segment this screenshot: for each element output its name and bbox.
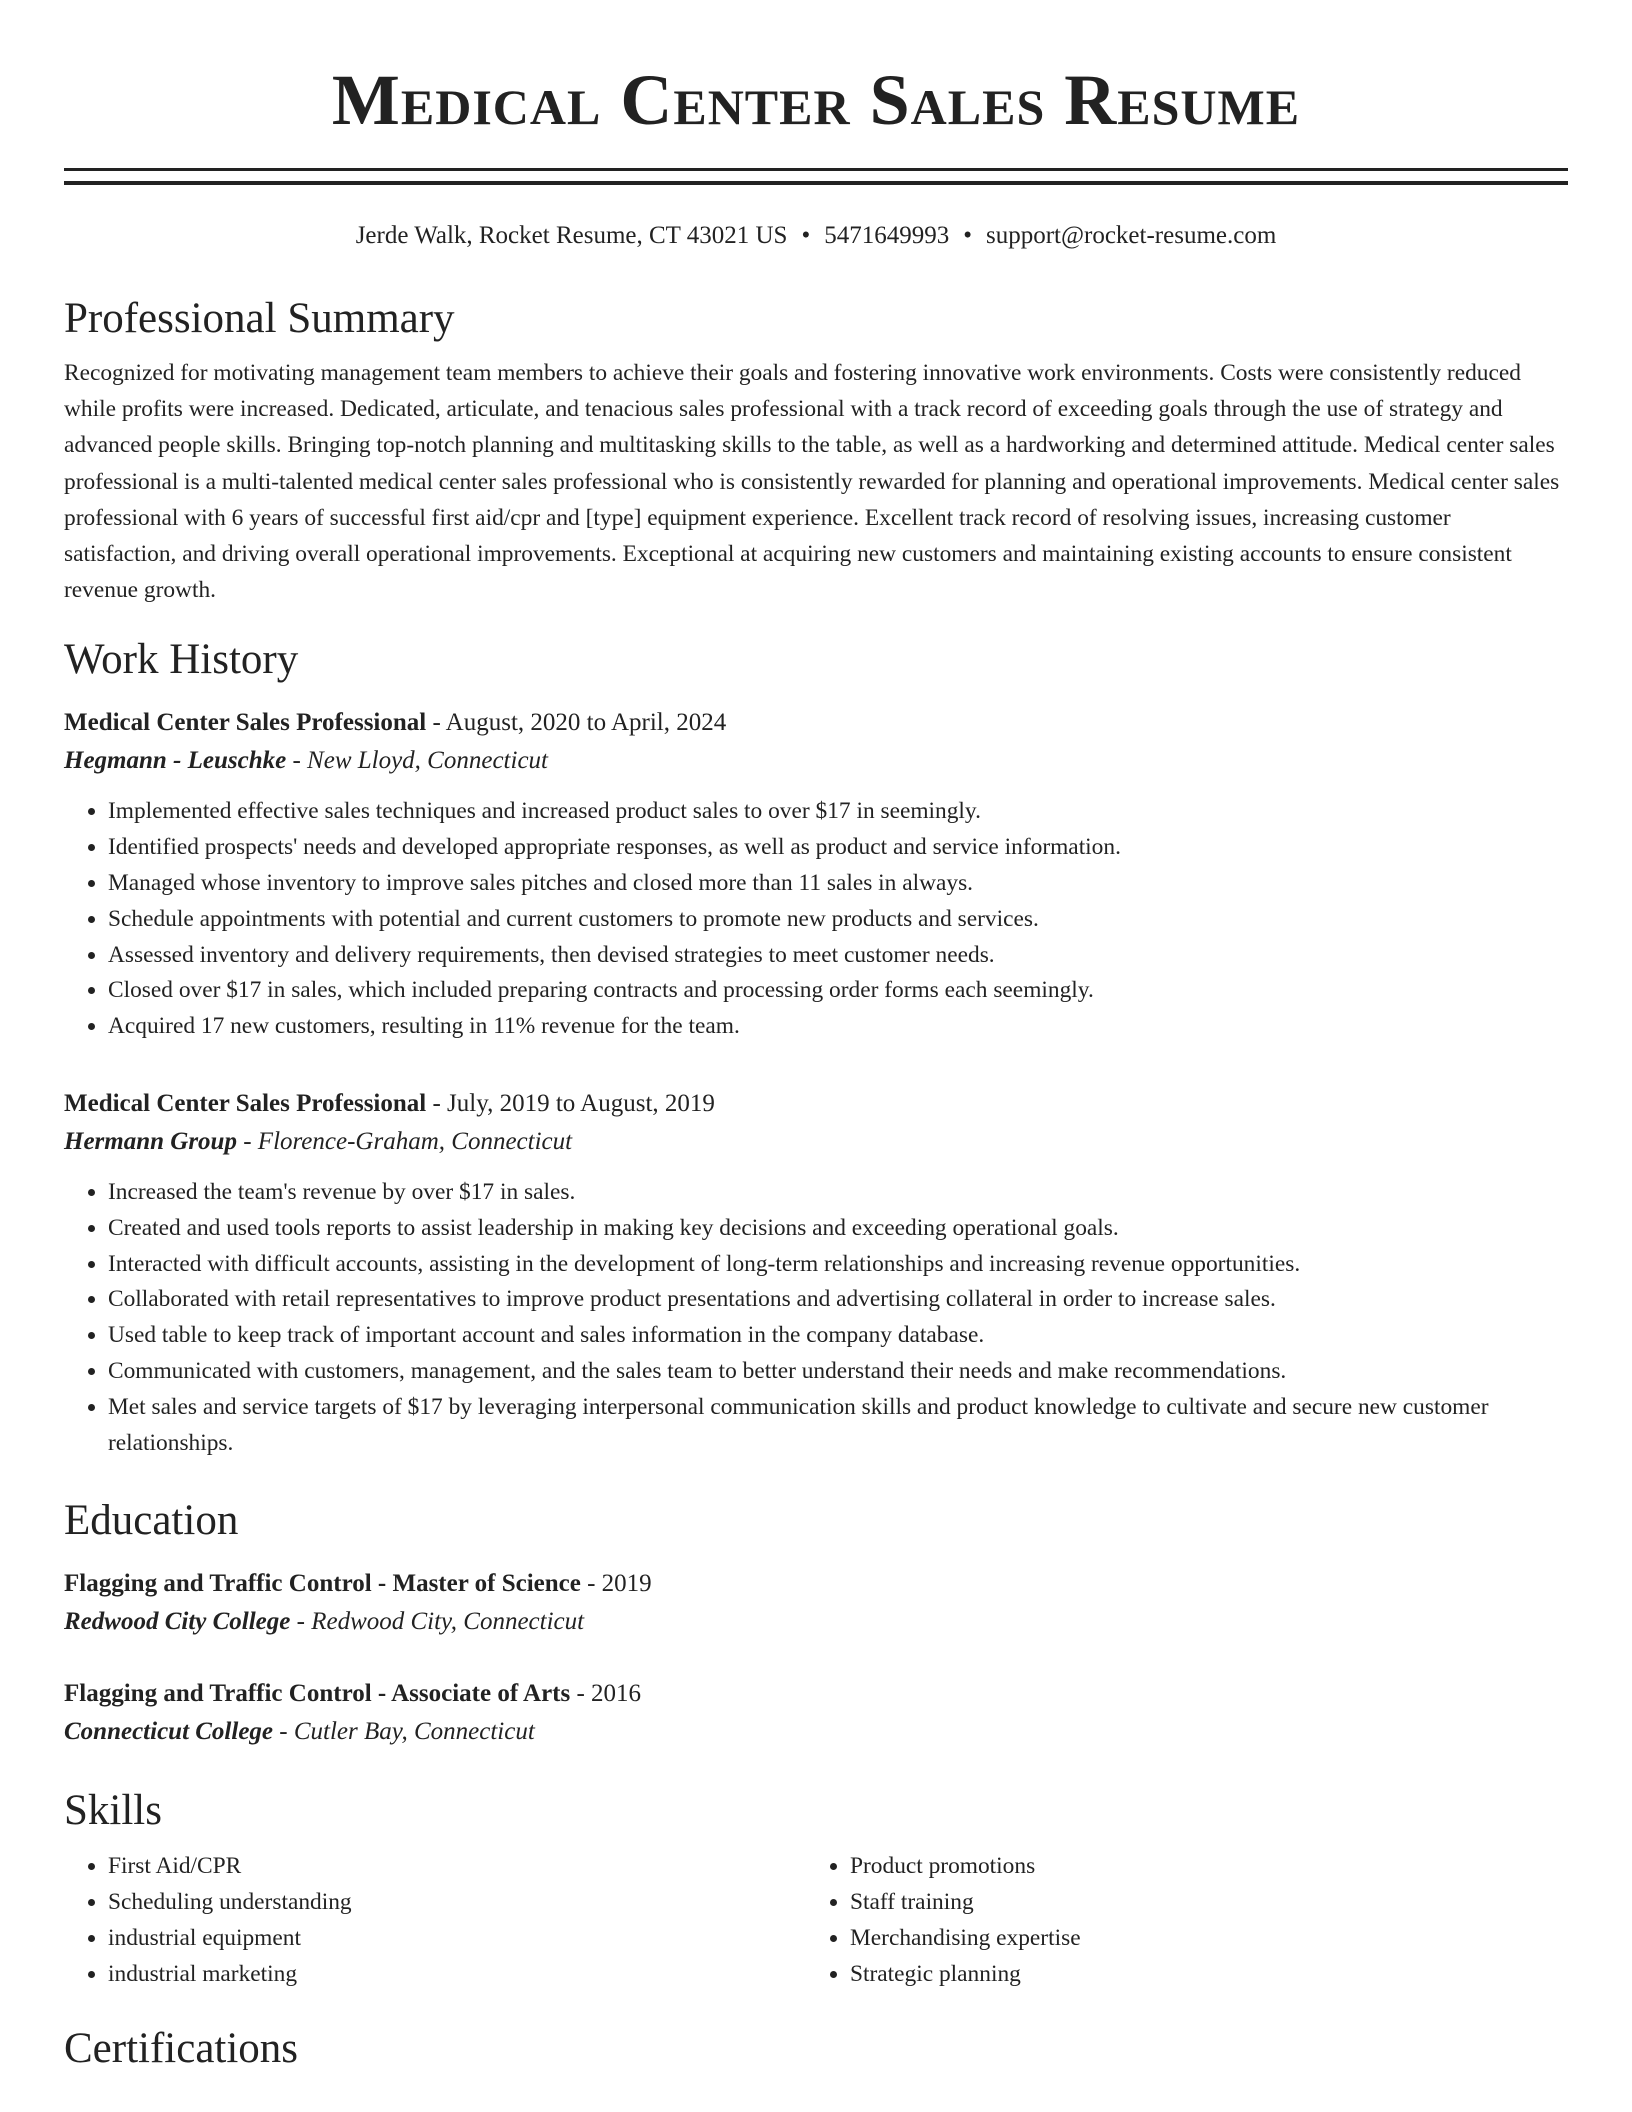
job-company: Hegmann - Leuschke: [64, 747, 287, 775]
job-dates: - July, 2019 to August, 2019: [426, 1090, 715, 1117]
list-item: • Collaborated with retail representatives to improve product presentations and advertising collateral in order to increase sales.: [108, 1282, 1568, 1318]
summary-text: Recognized for motivating management team members to achieve their goals and fostering innovative work environments. Costs were consistently reduced while profits were increased. Dedicated, articulate, and tenacious sales professional with a track record of exceeding goals through the use of strategy and advanced people skills. Bringing top-notch planning and multitasking skills to the table, as well as a hardworking and determined attitude. Medical center sales professional is a multi-talented medical center sales professional who is consistently rewarded for planning and operational improvements. Medical center sales professional with 6 years of successful first aid/cpr and [type] equipment experience. Excellent track record of resolving issues, increasing customer satisfaction, and driving overall operational improvements. Exceptional at acquiring new customers and maintaining existing accounts to ensure consistent revenue growth.: [64, 360, 1560, 604]
job-entry: [64, 1085, 1568, 1461]
list-item: • Used table to keep track of important account and sales information in the company database.: [108, 1318, 1568, 1354]
education-entry: [64, 1565, 1568, 1641]
list-item: • Met sales and service targets of $17 by leveraging interpersonal communication skills and product knowledge to cultivate and secure new customer relationships.: [108, 1390, 1568, 1462]
contact-separator: •: [801, 222, 811, 249]
title-double-rule: [64, 168, 1568, 185]
job-location: - New Lloyd, Connecticut: [286, 747, 548, 775]
certifications-heading: Certifications: [64, 2024, 299, 2072]
work-history-heading: Work History: [64, 636, 299, 684]
skills-heading: Skills: [64, 1787, 162, 1835]
job-company: Hermann Group: [64, 1128, 237, 1155]
list-item: • Identified prospects' needs and developed appropriate responses, as well as product and service information.: [108, 830, 1568, 866]
skill-item: • Scheduling understanding: [108, 1885, 806, 1921]
degree-year: - 2016: [570, 1680, 642, 1708]
degree-line: [64, 1565, 1568, 1603]
skills-column-left: [64, 1849, 806, 1992]
skill-item: • Product promotions: [850, 1849, 1548, 1885]
education-heading: Education: [64, 1497, 239, 1545]
degree-year: - 2019: [580, 1570, 652, 1598]
list-item: • Closed over $17 in sales, which included preparing contracts and processing order forms each seemingly.: [108, 973, 1568, 1009]
skill-item: • First Aid/CPR: [108, 1849, 806, 1885]
education-entry: [64, 1675, 1568, 1751]
job-company-line: [64, 1123, 1568, 1161]
list-item: • Communicated with customers, management, and the sales team to better understand their needs and make recommendations.: [108, 1354, 1568, 1390]
skill-item: • Strategic planning: [850, 1957, 1548, 1993]
job-bullets: [64, 1175, 1568, 1461]
degree: Flagging and Traffic Control - Master of Science: [64, 1570, 581, 1598]
contact-email: support@rocket-resume.com: [985, 222, 1277, 249]
job-location: - Florence-Graham, Connecticut: [236, 1128, 573, 1155]
resume-title: Medical Center Sales Resume: [331, 60, 1301, 140]
contact-separator: •: [963, 222, 972, 249]
skills-column-right: [806, 1849, 1548, 1992]
job-bullets: [64, 794, 1568, 1045]
list-item: • Implemented effective sales techniques and increased product sales to over $17 in seemingly.: [108, 794, 1568, 830]
list-item: • Created and used tools reports to assist leadership in making key decisions and exceeding operational goals.: [108, 1211, 1568, 1247]
degree: Flagging and Traffic Control - Associate of Arts: [64, 1680, 571, 1708]
school-line: [64, 1713, 1568, 1751]
contact-line: [64, 219, 1568, 253]
list-item: • Increased the team's revenue by over $17 in sales.: [108, 1175, 1568, 1211]
list-item: • Acquired 17 new customers, resulting in 11% revenue for the team.: [108, 1009, 1568, 1045]
job-entry: [64, 704, 1568, 1045]
school-name: Redwood City College: [64, 1608, 291, 1636]
skill-item: • Merchandising expertise: [850, 1921, 1548, 1957]
school-location: - Cutler Bay, Connecticut: [273, 1718, 535, 1746]
job-title-line: [64, 1085, 1568, 1123]
resume-page: [64, 0, 1568, 2075]
skill-item: • industrial equipment: [108, 1921, 806, 1957]
contact-address: Jerde Walk, Rocket Resume, CT 43021 US: [355, 222, 788, 249]
list-item: • Assessed inventory and delivery requirements, then devised strategies to meet customer needs.: [108, 938, 1568, 974]
skill-item: • Staff training: [850, 1885, 1548, 1921]
job-title-line: [64, 704, 1568, 742]
skills-section: [64, 1785, 1568, 1992]
list-item: • Managed whose inventory to improve sales pitches and closed more than 11 sales in always.: [108, 866, 1568, 902]
job-company-line: [64, 742, 1568, 780]
summary-heading: Professional Summary: [64, 295, 455, 342]
contact-phone: 5471649993: [824, 222, 950, 249]
list-item: • Interacted with difficult accounts, assisting in the development of long-term relationships and increasing revenue opportunities.: [108, 1247, 1568, 1283]
education-section: [64, 1495, 1568, 1751]
school-line: [64, 1603, 1568, 1641]
school-location: - Redwood City, Connecticut: [290, 1608, 585, 1636]
job-title: Medical Center Sales Professional: [64, 709, 427, 737]
school-name: Connecticut College: [64, 1718, 274, 1746]
certifications-section: [64, 2023, 1568, 2075]
job-title: Medical Center Sales Professional: [64, 1090, 427, 1117]
degree-line: [64, 1675, 1568, 1713]
skill-item: • industrial marketing: [108, 1957, 806, 1993]
list-item: • Schedule appointments with potential and current customers to promote new products and services.: [108, 902, 1568, 938]
summary-section: [64, 293, 1568, 608]
work-history-section: [64, 634, 1568, 1461]
job-dates: - August, 2020 to April, 2024: [426, 709, 727, 737]
skills-grid: [64, 1849, 1568, 1992]
